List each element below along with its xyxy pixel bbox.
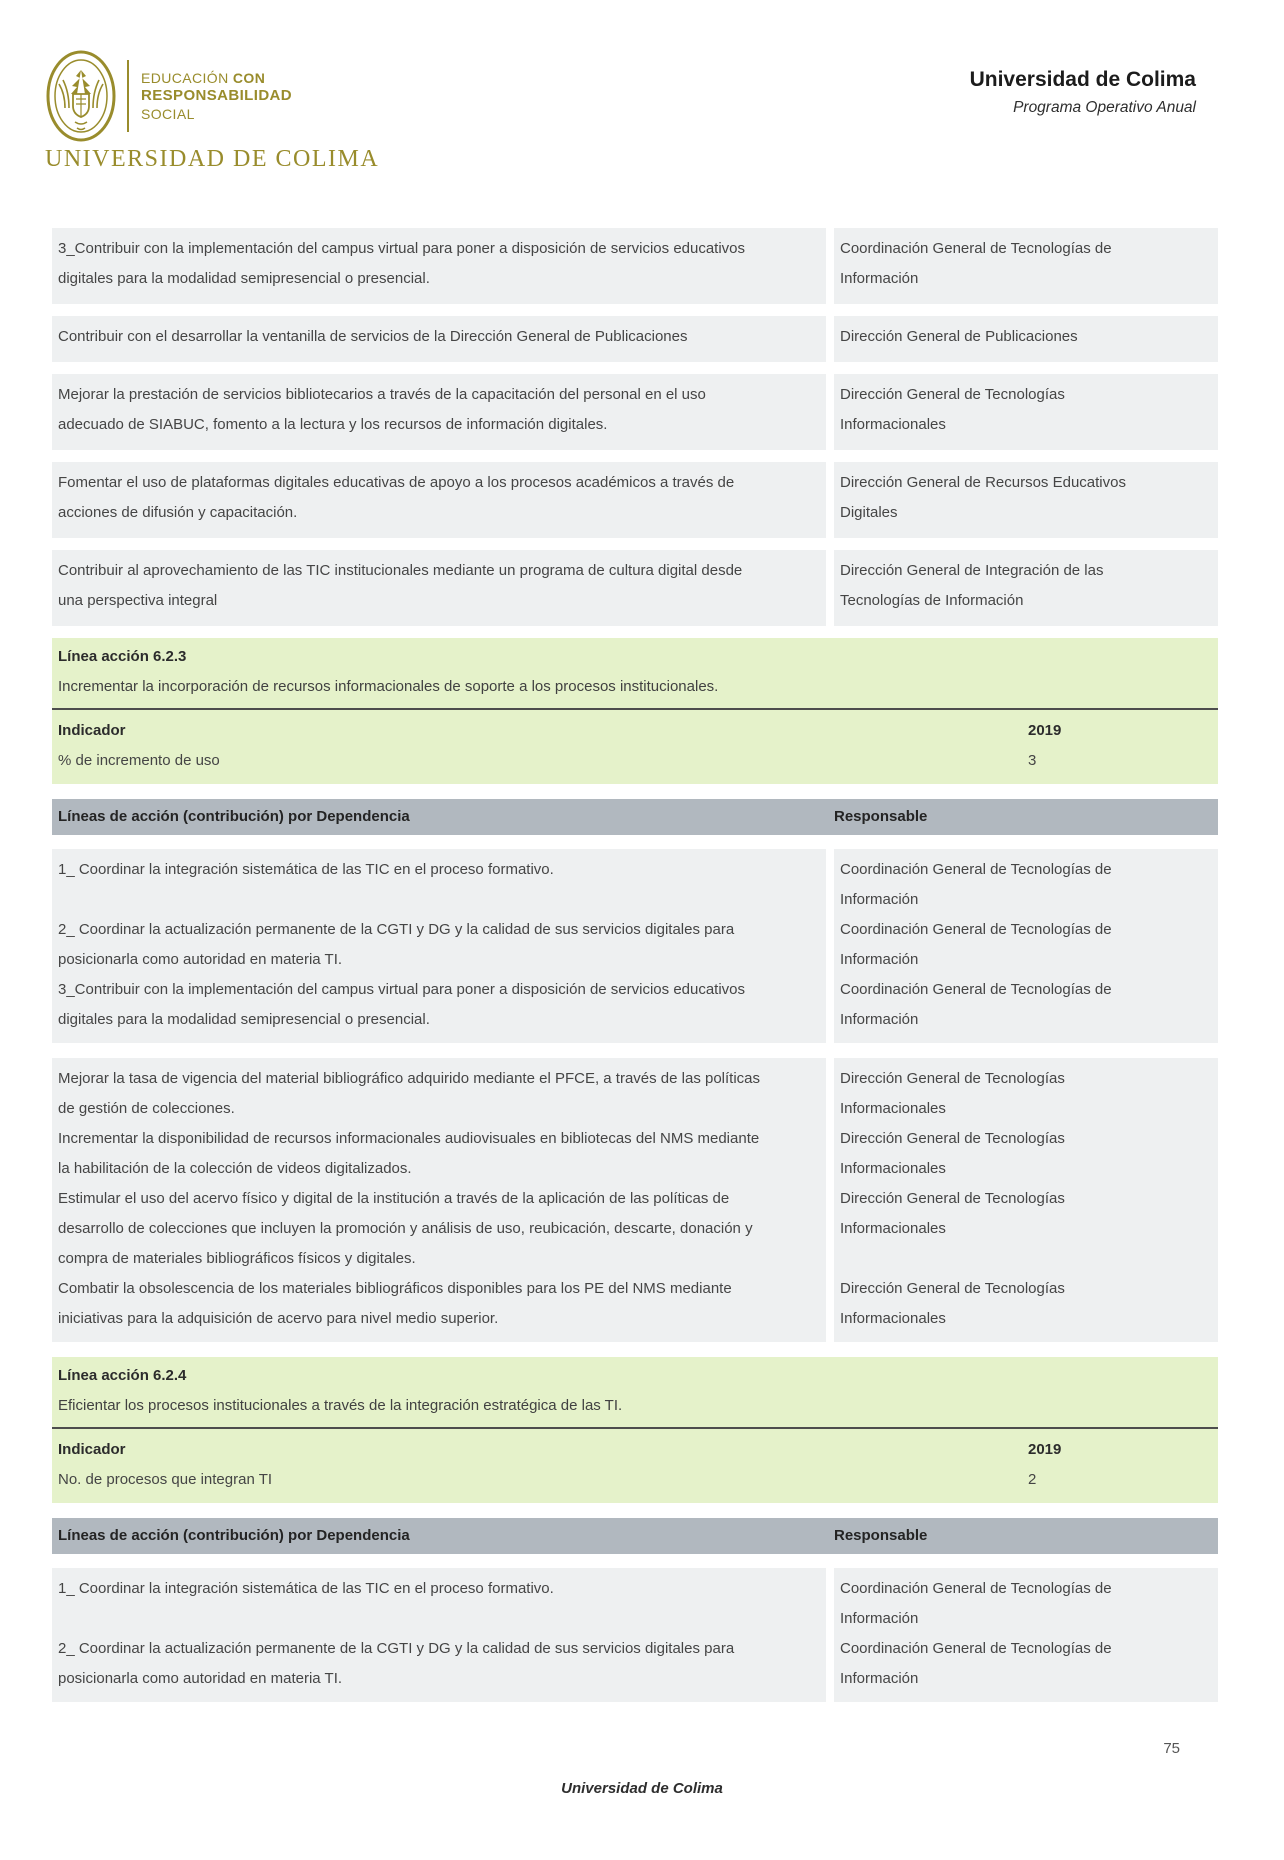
action-row — [52, 1568, 1218, 1634]
action-cell: Incrementar la disponibilidad de recursos informacionales audiovisuales en bibliotecas del NMS mediante la habilitación de la colección de videos digitalizados. — [52, 1124, 826, 1184]
action-cell: 3_Contribuir con la implementación del campus virtual para poner a disposición de servicios educativos digitales para la modalidad semipresencial o presencial. — [52, 975, 826, 1043]
action-row — [52, 374, 1218, 450]
responsable-cell: Dirección General de Tecnologías Informacionales — [834, 1058, 1218, 1124]
indicator-year: 2019 — [1028, 722, 1062, 739]
university-crest-icon — [45, 50, 117, 142]
tagline-educacion: EDUCACIÓN — [141, 70, 229, 86]
action-cell: 2_ Coordinar la actualización permanente de la CGTI y DG y la calidad de sus servicios digitales para posicionarla como autoridad en materia TI. — [52, 1634, 826, 1702]
action-row — [52, 1274, 1218, 1342]
action-cell: Mejorar la tasa de vigencia del material bibliográfico adquirido mediante el PFCE, a través de las políticas de gestión de colecciones. — [52, 1058, 826, 1124]
responsable-cell: Dirección General de Tecnologías Informacionales — [834, 1184, 1218, 1274]
poa-table — [52, 228, 1218, 1717]
action-row — [52, 550, 1218, 626]
responsable-cell: Dirección General de Tecnologías Informacionales — [834, 1274, 1218, 1342]
action-block — [52, 1568, 1218, 1702]
action-cell: Contribuir con el desarrollar la ventanilla de servicios de la Dirección General de Publicaciones — [52, 316, 826, 362]
logo-divider — [127, 60, 129, 132]
indicator-label: Indicador — [58, 1441, 126, 1458]
dependencia-header: Líneas de acción (contribución) por Dependencia — [58, 1527, 410, 1544]
action-cell: 1_ Coordinar la integración sistemática de las TIC en el proceso formativo. — [52, 1568, 826, 1634]
tagline-social: SOCIAL — [141, 106, 195, 122]
linea-description: Incrementar la incorporación de recursos informacionales de soporte a los procesos institucionales. — [58, 678, 719, 695]
responsable-cell: Dirección General de Integración de las Tecnologías de Información — [834, 550, 1218, 626]
indicator-value: 2 — [1028, 1471, 1037, 1488]
indicator-name: % de incremento de uso — [58, 752, 220, 769]
tagline-con: CON — [232, 70, 266, 86]
responsable-cell: Dirección General de Tecnologías Informacionales — [834, 1124, 1218, 1184]
university-wordmark: UNIVERSIDAD DE COLIMA — [45, 146, 380, 172]
action-cell: Fomentar el uso de plataformas digitales educativas de apoyo a los procesos académicos a través de acciones de difusión y capacitación. — [52, 462, 826, 538]
dependencia-header: Líneas de acción (contribución) por Dependencia — [58, 808, 410, 825]
linea-accion-624-block — [52, 1357, 1218, 1503]
action-cell: Contribuir al aprovechamiento de las TIC institucionales mediante un programa de cultura digital desde una perspectiva integral — [52, 550, 826, 626]
responsable-cell: Coordinación General de Tecnologías de Información — [834, 228, 1218, 304]
action-block — [52, 1058, 1218, 1342]
page-header — [0, 0, 1284, 170]
action-cell: 3_Contribuir con la implementación del campus virtual para poner a disposición de servicios educativos digitales para la modalidad semipresencial o presencial. — [52, 228, 826, 304]
action-row — [52, 316, 1218, 362]
action-row — [52, 915, 1218, 975]
logo-tagline — [141, 69, 292, 123]
indicator-label: Indicador — [58, 722, 126, 739]
action-row — [52, 1124, 1218, 1184]
indicator-name: No. de procesos que integran TI — [58, 1471, 273, 1488]
linea-title: Línea acción 6.2.4 — [58, 1367, 187, 1384]
linea-title: Línea acción 6.2.3 — [58, 648, 187, 665]
linea-accion-623-block — [52, 638, 1218, 784]
responsable-cell: Dirección General de Publicaciones — [834, 316, 1218, 362]
responsable-header: Responsable — [834, 808, 928, 825]
responsable-cell: Dirección General de Recursos Educativos Digitales — [834, 462, 1218, 538]
doc-title: Universidad de Colima — [969, 68, 1196, 91]
responsable-cell: Coordinación General de Tecnologías de Información — [834, 1634, 1218, 1702]
tagline-responsabilidad: RESPONSABILIDAD — [141, 87, 293, 104]
responsable-cell: Coordinación General de Tecnologías de Información — [834, 975, 1218, 1043]
action-row — [52, 1184, 1218, 1274]
action-cell: 1_ Coordinar la integración sistemática de las TIC en el proceso formativo. — [52, 849, 826, 915]
doc-subtitle: Programa Operativo Anual — [1013, 99, 1196, 116]
responsable-cell: Coordinación General de Tecnologías de Información — [834, 915, 1218, 975]
action-row — [52, 1634, 1218, 1702]
footer-page-number: 75 — [1163, 1740, 1180, 1757]
document-heading — [970, 68, 1196, 117]
section-header — [52, 799, 1218, 835]
action-row — [52, 228, 1218, 304]
responsable-cell: Dirección General de Tecnologías Informacionales — [834, 374, 1218, 450]
responsable-header: Responsable — [834, 1527, 928, 1544]
university-logo — [45, 50, 380, 173]
section-header — [52, 1518, 1218, 1554]
action-row — [52, 975, 1218, 1043]
responsable-cell: Coordinación General de Tecnologías de Información — [834, 1568, 1218, 1634]
action-cell: Mejorar la prestación de servicios bibliotecarios a través de la capacitación del personal en el uso adecuado de SIABUC, fomento a la lectura y los recursos de información digitales. — [52, 374, 826, 450]
footer-text: Universidad de Colima — [561, 1780, 723, 1797]
action-row — [52, 462, 1218, 538]
indicator-value: 3 — [1028, 752, 1037, 769]
responsable-cell: Coordinación General de Tecnologías de Información — [834, 849, 1218, 915]
action-cell: Combatir la obsolescencia de los materiales bibliográficos disponibles para los PE del NMS mediante iniciativas para la adquisición de acervo para nivel medio superior. — [52, 1274, 826, 1342]
action-row — [52, 1058, 1218, 1124]
linea-description: Eficientar los procesos institucionales a través de la integración estratégica de las TI. — [58, 1397, 623, 1414]
action-block — [52, 849, 1218, 1043]
action-cell: Estimular el uso del acervo físico y digital de la institución a través de la aplicación de las políticas de desarrollo de colecciones que incluyen la promoción y análisis de uso, reubicación, descarte, donación y compra de materiales bibliográficos físicos y digitales. — [52, 1184, 826, 1274]
indicator-year: 2019 — [1028, 1441, 1062, 1458]
action-row — [52, 849, 1218, 915]
action-cell: 2_ Coordinar la actualización permanente de la CGTI y DG y la calidad de sus servicios digitales para posicionarla como autoridad en materia TI. — [52, 915, 826, 975]
